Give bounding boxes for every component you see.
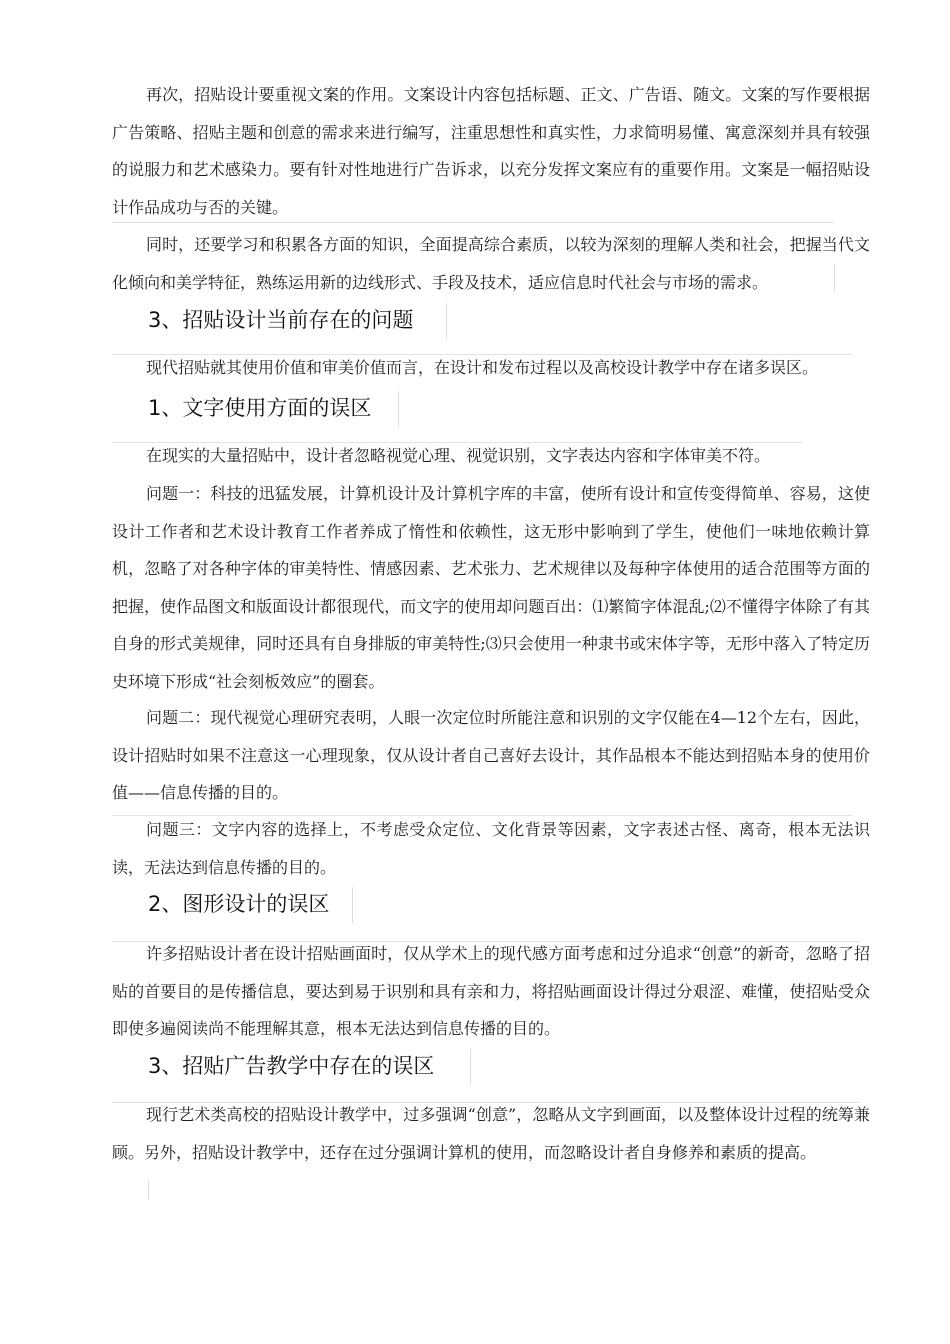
scan-tick <box>834 264 835 290</box>
scan-tick <box>446 303 447 339</box>
heading-text-usage: 1、文字使用方面的误区 <box>148 396 372 420</box>
scan-tick <box>352 887 353 923</box>
scan-rule <box>112 941 860 942</box>
heading-teaching: 3、招贴广告教学中存在的误区 <box>148 1054 435 1078</box>
heading-graphic-design: 2、图形设计的误区 <box>148 892 330 916</box>
scan-tick <box>470 1049 471 1085</box>
scan-rule <box>112 1102 860 1103</box>
paragraph-misconceptions: 现代招贴就其使用价值和审美价值而言，在设计和发布过程以及高校设计教学中存在诸多误区。 <box>146 358 819 377</box>
paragraph-problem-three: 问题三：文字内容的选择上，不考虑受众定位、文化背景等因素，文字表述古怪、离奇，根本无法识读，无法达到信息传播的目的。 <box>112 820 870 877</box>
paragraph-text-reality: 在现实的大量招贴中，设计者忽略视觉心理、视觉识别，文字表达内容和字体审美不符。 <box>146 446 771 465</box>
paragraph-teaching: 现行艺术类高校的招贴设计教学中，过多强调“创意”，忽略从文字到画面，以及整体设计过程的统筹兼顾。另外，招贴设计教学中，还存在过分强调计算机的使用，而忽略设计者自身修养和素质的提高。 <box>112 1105 870 1162</box>
paragraph-problem-one: 问题一：科技的迅猛发展，计算机设计及计算机字库的丰富，使所有设计和宣传变得简单、容易，这使设计工作者和艺术设计教育工作者养成了惰性和依赖性，这无形中影响到了学生，使他们一味地依赖计算机，忽略了对各种字体的审美特性、情感因素、艺术张力、艺术规律以及每种字体使用的适合范围等方面的把握，使作品图文和版面设计都很现代，而文字的使用却问题百出：⑴繁简字体混乱;⑵不懂得字体除了有其自身的形式美规律，同时还具有自身排版的审美特性;⑶只会使用一种隶书或宋体字等，无形中落入了特定历史环境下形成“社会刻板效应”的圈套。 <box>112 484 870 691</box>
scan-rule <box>112 222 834 223</box>
scan-rule <box>112 815 852 816</box>
scan-tick <box>148 1180 149 1200</box>
scan-tick <box>398 391 399 427</box>
scan-rule <box>112 354 852 355</box>
paragraph-knowledge: 同时，还要学习和积累各方面的知识，全面提高综合素质，以较为深刻的理解人类和社会，把握当代文化倾向和美学特征，熟练运用新的边线形式、手段及技术，适应信息时代社会与市场的需求。 <box>112 235 870 292</box>
paragraph-problem-two: 问题二：现代视觉心理研究表明，人眼一次定位时所能注意和识别的文字仅能在4—12个左右，因此，设计招贴时如果不注意这一心理现象，仅从设计者自己喜好去设计，其作品根本不能达到招贴本身的使用价值——信息传播的目的。 <box>112 708 870 802</box>
heading-current-problems: 3、招贴设计当前存在的问题 <box>148 308 414 332</box>
paragraph-graphic-design: 许多招贴设计者在设计招贴画面时，仅从学术上的现代感方面考虑和过分追求“创意”的新奇，忽略了招贴的首要目的是传播信息，要达到易于识别和具有亲和力，将招贴画面设计得过分艰涩、难懂，使招贴受众即使多遍阅读尚不能理解其意，根本无法达到信息传播的目的。 <box>112 944 870 1038</box>
paragraph-copywriting: 再次，招贴设计要重视文案的作用。文案设计内容包括标题、正文、广告语、随文。文案的写作要根据广告策略、招贴主题和创意的需求来进行编写，注重思想性和真实性，力求简明易懂、寓意深刻并具有较强的说服力和艺术感染力。要有针对性地进行广告诉求，以充分发挥文案应有的重要作用。文案是一幅招贴设计作品成功与否的关键。 <box>112 85 870 217</box>
scan-rule <box>112 442 802 443</box>
